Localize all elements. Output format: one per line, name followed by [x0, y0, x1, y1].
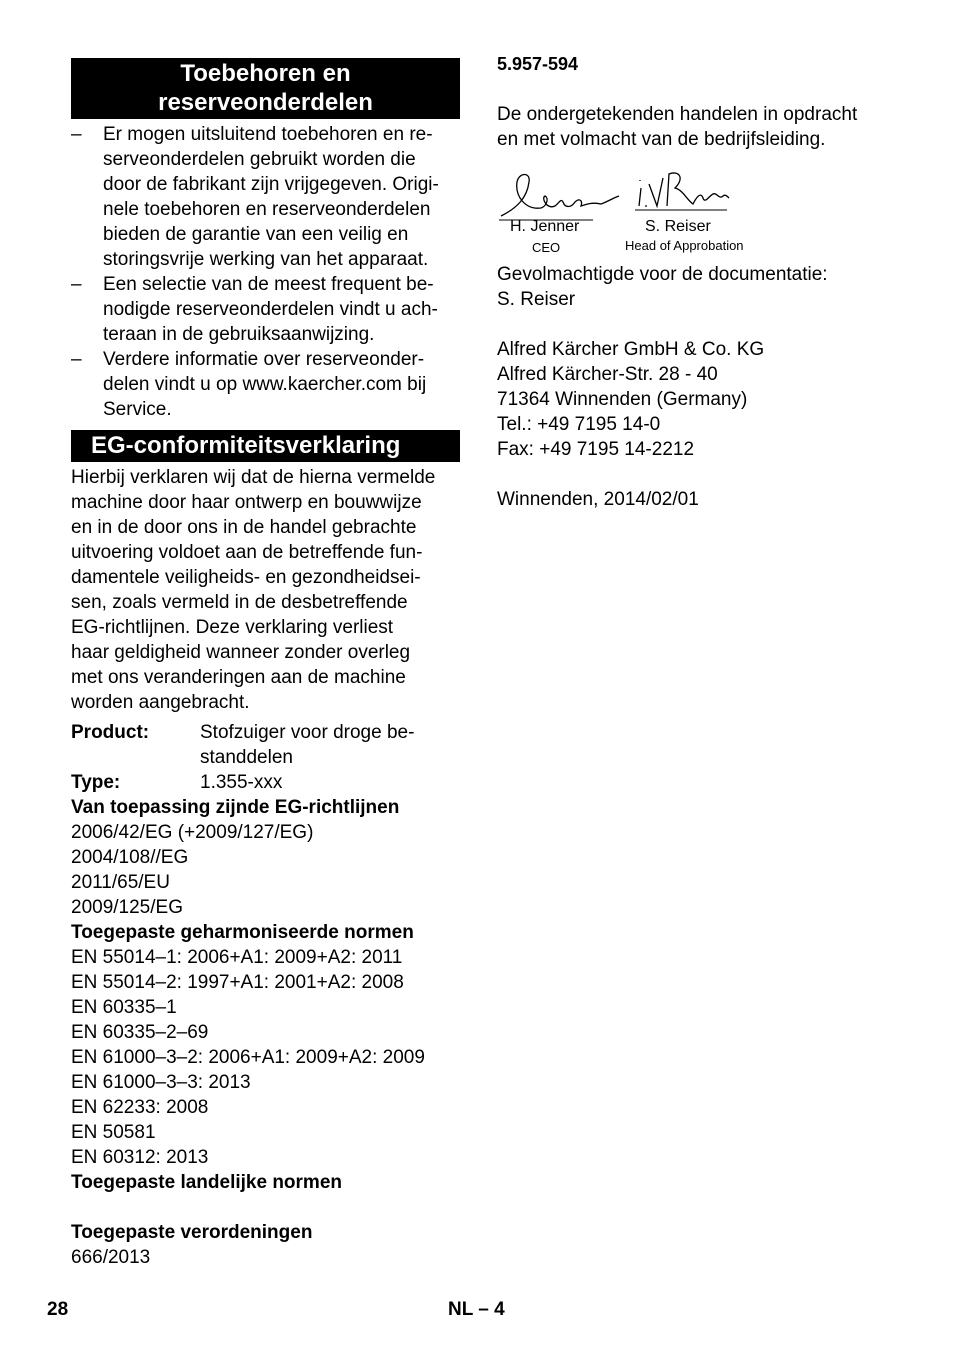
text-line: nele toebehoren en reserveonderdelen — [103, 199, 431, 220]
text-line: machine door haar ontwerp en bouwwijze — [71, 492, 422, 513]
text-line: EG-richtlijnen. Deze verklaring verliest — [71, 617, 394, 638]
left-column — [71, 58, 460, 1270]
section-number: – 4 — [478, 1299, 505, 1320]
text-line: met ons veranderingen aan de machine — [71, 667, 406, 688]
footer-section — [448, 1299, 505, 1321]
text-line: storingsvrije werking van het apparaat. — [103, 249, 429, 270]
text-line: Hierbij verklaren wij dat de hierna vermelde — [71, 467, 436, 488]
accessories-heading-line-1: Toebehoren en — [180, 60, 351, 87]
signatory-role: CEO — [532, 240, 561, 255]
accessories-heading — [71, 58, 460, 119]
text-line: Er mogen uitsluitend toebehoren en re- — [103, 124, 433, 145]
standard-item: EN 60312: 2013 — [71, 1147, 209, 1168]
text-line: serveonderdelen gebruikt worden die — [103, 149, 416, 170]
fax-line: Fax: +49 7195 14-2212 — [497, 439, 695, 460]
standard-item: EN 60335–1 — [71, 997, 177, 1018]
text-line: haar geldigheid wanneer zonder overleg — [71, 642, 411, 663]
text-line: Service. — [103, 399, 172, 420]
text-line: teraan in de gebruiksaanwijzing. — [103, 324, 375, 345]
mandate-line: De ondergetekenden handelen in opdracht — [497, 104, 858, 125]
directives-title: Van toepassing zijnde EG-richtlijnen — [71, 797, 400, 818]
list-item — [71, 347, 460, 422]
signature-reiser — [635, 166, 731, 216]
product-row — [71, 720, 460, 770]
directive-item: 2004/108//EG — [71, 847, 189, 868]
accessories-heading-line-2: reserveonderdelen — [158, 89, 373, 116]
documentation-line: S. Reiser — [497, 289, 576, 310]
type-row — [71, 770, 460, 795]
standard-item: EN 55014–1: 2006+A1: 2009+A2: 2011 — [71, 947, 403, 968]
text-line: door de fabrikant zijn vrijgegeven. Origi- — [103, 174, 439, 195]
product-label: Product: — [71, 722, 150, 743]
regulation-item: 666/2013 — [71, 1247, 151, 1268]
accessories-list — [71, 122, 460, 422]
text-line: nodigde reserveonderdelen vindt u ach- — [103, 299, 438, 320]
directive-item: 2006/42/EG (+2009/127/EG) — [71, 822, 314, 843]
directive-item: 2011/65/EU — [71, 872, 170, 893]
conformity-heading: EG-conformiteitsverklaring — [71, 430, 460, 462]
directive-item: 2009/125/EG — [71, 897, 183, 918]
text-line: damentele veiligheids- en gezondheidsei- — [71, 567, 421, 588]
standard-item: EN 50581 — [71, 1122, 156, 1143]
dash-bullet: – — [71, 124, 82, 145]
standard-item: EN 61000–3–2: 2006+A1: 2009+A2: 2009 — [71, 1047, 425, 1068]
signatory-name: H. Jenner — [510, 218, 580, 235]
signatory-role: Head of Approbation — [625, 238, 744, 253]
text-line: Een selectie van de meest frequent be- — [103, 274, 434, 295]
part-number: 5.957-594 — [497, 54, 579, 74]
regulations-title: Toegepaste verordeningen — [71, 1222, 313, 1243]
text-line: bieden de garantie van een veilig en — [103, 224, 409, 245]
product-value-line: Stofzuiger voor droge be- — [200, 722, 415, 743]
standard-item: EN 55014–2: 1997+A1: 2001+A2: 2008 — [71, 972, 404, 993]
standard-item: EN 61000–3–3: 2013 — [71, 1072, 251, 1093]
conformity-intro — [71, 465, 460, 715]
standard-item: EN 60335–2–69 — [71, 1022, 209, 1043]
dash-bullet: – — [71, 274, 82, 295]
address-line: 71364 Winnenden (Germany) — [497, 389, 748, 410]
language-code: NL — [448, 1299, 473, 1320]
address-line: Alfred Kärcher GmbH & Co. KG — [497, 339, 765, 360]
text-line: Verdere informatie over reserveonder- — [103, 349, 425, 370]
text-line: delen vindt u op www.kaercher.com bij — [103, 374, 427, 395]
text-line: uitvoering voldoet aan de betreffende fun- — [71, 542, 423, 563]
page-number: 28 — [47, 1299, 69, 1320]
text-line: worden aangebracht. — [71, 692, 250, 713]
signatory-name: S. Reiser — [645, 218, 711, 235]
right-column — [497, 52, 897, 512]
national-standards-title: Toegepaste landelijke normen — [71, 1172, 343, 1193]
text-line: sen, zoals vermeld in de desbetreffende — [71, 592, 408, 613]
product-value-line: standdelen — [200, 747, 293, 768]
place-date: Winnenden, 2014/02/01 — [497, 489, 699, 510]
phone-line: Tel.: +49 7195 14-0 — [497, 414, 661, 435]
dash-bullet: – — [71, 349, 82, 370]
type-label: Type: — [71, 772, 121, 793]
list-item — [71, 272, 460, 347]
standard-item: EN 62233: 2008 — [71, 1097, 209, 1118]
address-line: Alfred Kärcher-Str. 28 - 40 — [497, 364, 718, 385]
harmonised-title: Toegepaste geharmoniseerde normen — [71, 922, 414, 943]
documentation-line: Gevolmachtigde voor de documentatie: — [497, 264, 828, 285]
signature-block — [497, 160, 897, 255]
mandate-line: en met volmacht van de bedrijfsleiding. — [497, 129, 826, 150]
text-line: en in de door ons in de handel gebrachte — [71, 517, 417, 538]
list-item — [71, 122, 460, 272]
type-value: 1.355-xxx — [200, 772, 283, 793]
